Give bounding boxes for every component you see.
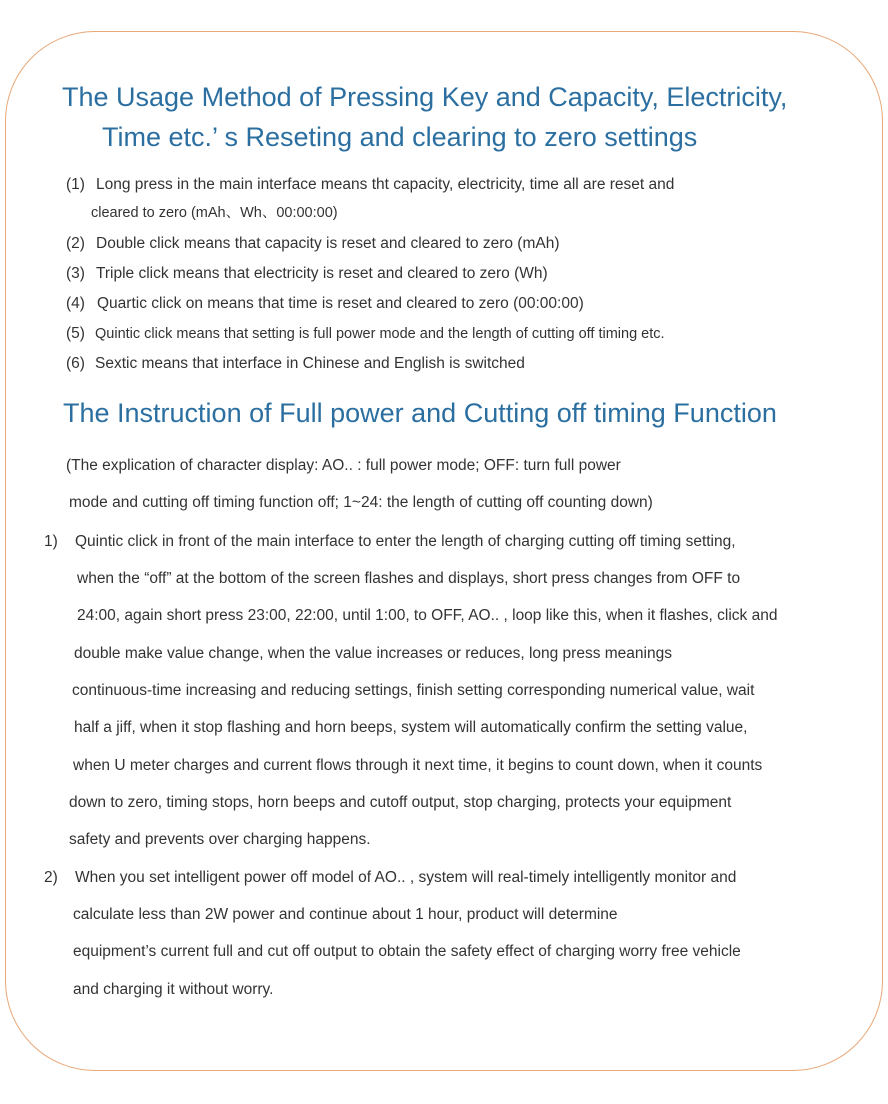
instruction-line: calculate less than 2W power and continue about 1 hour, product will determine <box>73 906 618 923</box>
instruction-num: 1) <box>44 533 58 550</box>
usage-item-num: (6) <box>66 355 85 372</box>
instruction-line: half a jiff, when it stop flashing and horn beeps, system will automatically confirm the setting value, <box>74 719 748 736</box>
usage-item-text: Quartic click on means that time is reset and cleared to zero (00:00:00) <box>97 295 584 312</box>
explication-line: mode and cutting off timing function off; 1~24: the length of cutting off counting down) <box>69 494 653 511</box>
instruction-line: 24:00, again short press 23:00, 22:00, until 1:00, to OFF, AO.. , loop like this, when it flashes, click and <box>77 607 778 624</box>
instruction-heading: The Instruction of Full power and Cutting off timing Function <box>63 398 777 428</box>
usage-item-num: (4) <box>66 295 85 312</box>
instruction-line: equipment’s current full and cut off output to obtain the safety effect of charging worry free vehicle <box>73 943 741 960</box>
usage-item-text: Triple click means that electricity is reset and cleared to zero (Wh) <box>96 265 548 282</box>
usage-item-text: Double click means that capacity is reset and cleared to zero (mAh) <box>96 235 560 252</box>
usage-item-text: Long press in the main interface means tht capacity, electricity, time all are reset and <box>96 176 675 193</box>
usage-item-text: Quintic click means that setting is full power mode and the length of cutting off timing etc. <box>95 326 665 342</box>
usage-heading-line1: The Usage Method of Pressing Key and Capacity, Electricity, <box>62 82 788 112</box>
explication-line: (The explication of character display: AO.. : full power mode; OFF: turn full power <box>66 457 621 474</box>
instruction-line: Quintic click in front of the main interface to enter the length of charging cutting off timing setting, <box>75 533 736 550</box>
usage-item-num: (5) <box>66 325 85 342</box>
usage-heading-line2: Time etc.’ s Reseting and clearing to zero settings <box>102 122 698 152</box>
usage-item-num: (3) <box>66 265 85 282</box>
instruction-line: when the “off” at the bottom of the screen flashes and displays, short press changes from OFF to <box>77 570 741 587</box>
instruction-line: safety and prevents over charging happens. <box>69 831 371 848</box>
usage-item-text: Sextic means that interface in Chinese and English is switched <box>95 355 525 372</box>
instruction-line: and charging it without worry. <box>73 981 274 998</box>
instruction-line: when U meter charges and current flows through it next time, it begins to count down, when it counts <box>73 757 763 774</box>
instruction-line: When you set intelligent power off model of AO.. , system will real-timely intelligently monitor and <box>75 869 737 886</box>
instruction-line: continuous-time increasing and reducing settings, finish setting corresponding numerical value, wait <box>72 682 755 699</box>
instruction-line: double make value change, when the value increases or reduces, long press meanings <box>74 645 672 662</box>
instruction-line: down to zero, timing stops, horn beeps and cutoff output, stop charging, protects your equipment <box>69 794 732 811</box>
instruction-num: 2) <box>44 869 58 886</box>
usage-item-num: (2) <box>66 235 85 252</box>
usage-item-num: (1) <box>66 176 85 193</box>
usage-item-text-continued: cleared to zero (mAh、Wh、00:00:00) <box>91 205 338 221</box>
